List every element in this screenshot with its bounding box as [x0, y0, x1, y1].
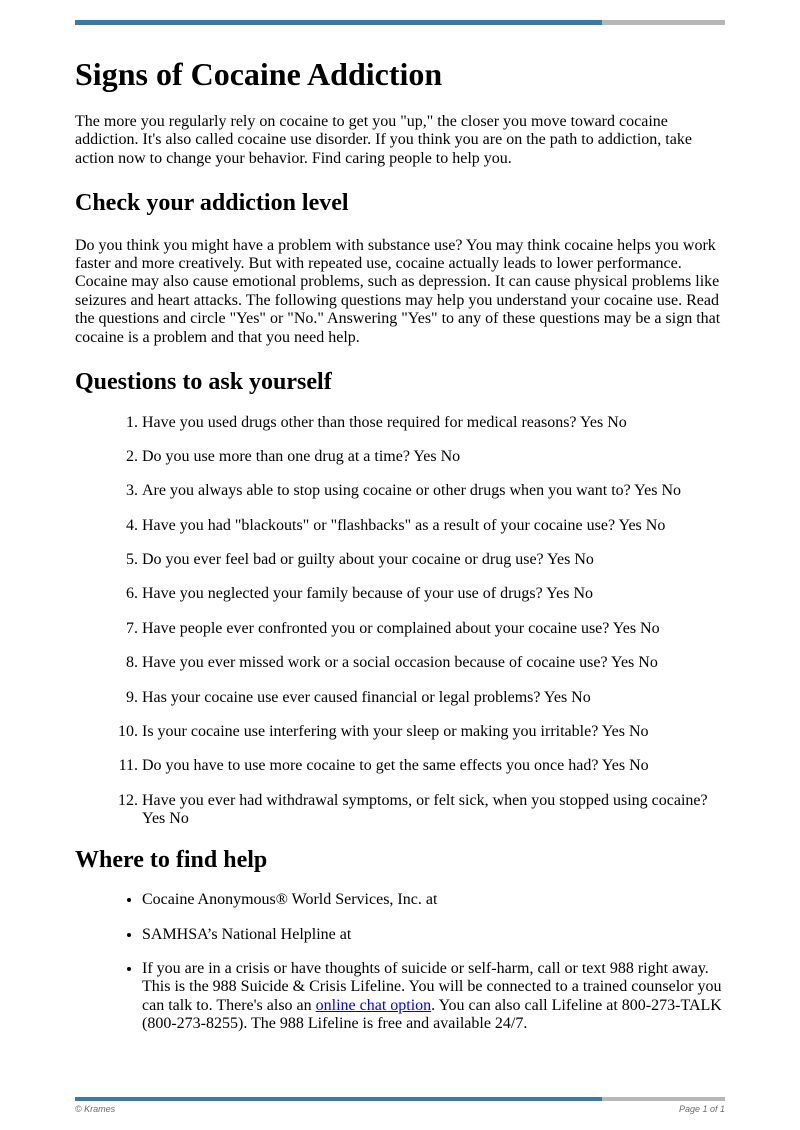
online-chat-option-link[interactable]: online chat option — [315, 996, 432, 1014]
help-item-samhsa-helpline: • SAMHSA’s National Helpline at — [142, 926, 725, 944]
top-accent-bar-gray-segment — [602, 20, 726, 25]
footer-text-row — [75, 1104, 725, 1114]
help-item-crisis-lifeline — [142, 960, 725, 1034]
section-heading-questions: Questions to ask yourself — [75, 368, 332, 395]
question-item-2: 2. Do you use more than one drug at a time? Yes No — [142, 448, 725, 466]
footer-accent-bar-blue-segment — [75, 1097, 602, 1101]
help-resource-list — [75, 891, 725, 1033]
help-item-cocaine-anonymous: • Cocaine Anonymous® World Services, Inc. at — [142, 891, 725, 909]
question-item-7: 7. Have people ever confronted you or complained about your cocaine use? Yes No — [142, 620, 725, 638]
question-item-3: 3. Are you always able to stop using cocaine or other drugs when you want to? Yes No — [142, 482, 725, 500]
footer-copyright: © Krames — [75, 1104, 116, 1114]
question-list — [75, 414, 725, 829]
top-accent-bar-blue-segment — [75, 20, 602, 25]
question-item-1: 1. Have you used drugs other than those required for medical reasons? Yes No — [142, 414, 725, 432]
question-item-8: 8. Have you ever missed work or a social occasion because of cocaine use? Yes No — [142, 654, 725, 672]
question-item-5: 5. Do you ever feel bad or guilty about your cocaine or drug use? Yes No — [142, 551, 725, 569]
page-footer — [75, 1097, 725, 1114]
top-accent-bar — [75, 20, 725, 25]
question-item-12: 12. Have you ever had withdrawal symptoms, or felt sick, when you stopped using cocaine? Yes No — [142, 792, 725, 829]
question-item-10: 10. Is your cocaine use interfering with your sleep or making you irritable? Yes No — [142, 723, 725, 741]
footer-page-number: Page 1 of 1 — [678, 1104, 725, 1114]
section-heading-where-to-find-help: Where to find help — [75, 846, 268, 873]
question-item-6: 6. Have you neglected your family because of your use of drugs? Yes No — [142, 585, 725, 603]
section-heading-check-addiction-level: Check your addiction level — [75, 189, 349, 216]
crisis-text-after-link: . You can also call Lifeline at 800-273-TALK (800-273-8255). The 988 Lifeline is free and available 24/7. — [142, 996, 722, 1033]
crisis-text-before-link: If you are in a crisis or have thoughts of suicide or self-harm, call or text 988 right away. This is the 988 Suicide & Crisis Lifeline. You will be connected to a trained counselor you can talk to. There's also an — [142, 959, 722, 1014]
question-item-9: 9. Has your cocaine use ever caused financial or legal problems? Yes No — [142, 689, 725, 707]
intro-paragraph: The more you regularly rely on cocaine to get you "up," the closer you move toward cocaine addiction. It's also called cocaine use disorder. If you think you are on the path to addiction, take action now to change your behavior. Find caring people to help you. — [75, 112, 692, 167]
question-item-11: 11. Do you have to use more cocaine to get the same effects you once had? Yes No — [142, 757, 725, 775]
footer-accent-bar — [75, 1097, 725, 1101]
check-addiction-paragraph: Do you think you might have a problem with substance use? You may think cocaine helps you work faster and more creatively. But with repeated use, cocaine actually leads to lower performance. Cocaine may also cause emotional problems, such as depression. It can cause physical problems like seizures and heart attacks. The following questions may help you understand your cocaine use. Read the questions and circle "Yes" or "No." Answering "Yes" to any of these questions may be a sign that cocaine is a problem and that you need help. — [75, 236, 721, 346]
question-item-4: 4. Have you had "blackouts" or "flashbacks" as a result of your cocaine use? Yes No — [142, 517, 725, 535]
page-title: Signs of Cocaine Addiction — [75, 56, 443, 92]
footer-accent-bar-gray-segment — [602, 1097, 726, 1101]
